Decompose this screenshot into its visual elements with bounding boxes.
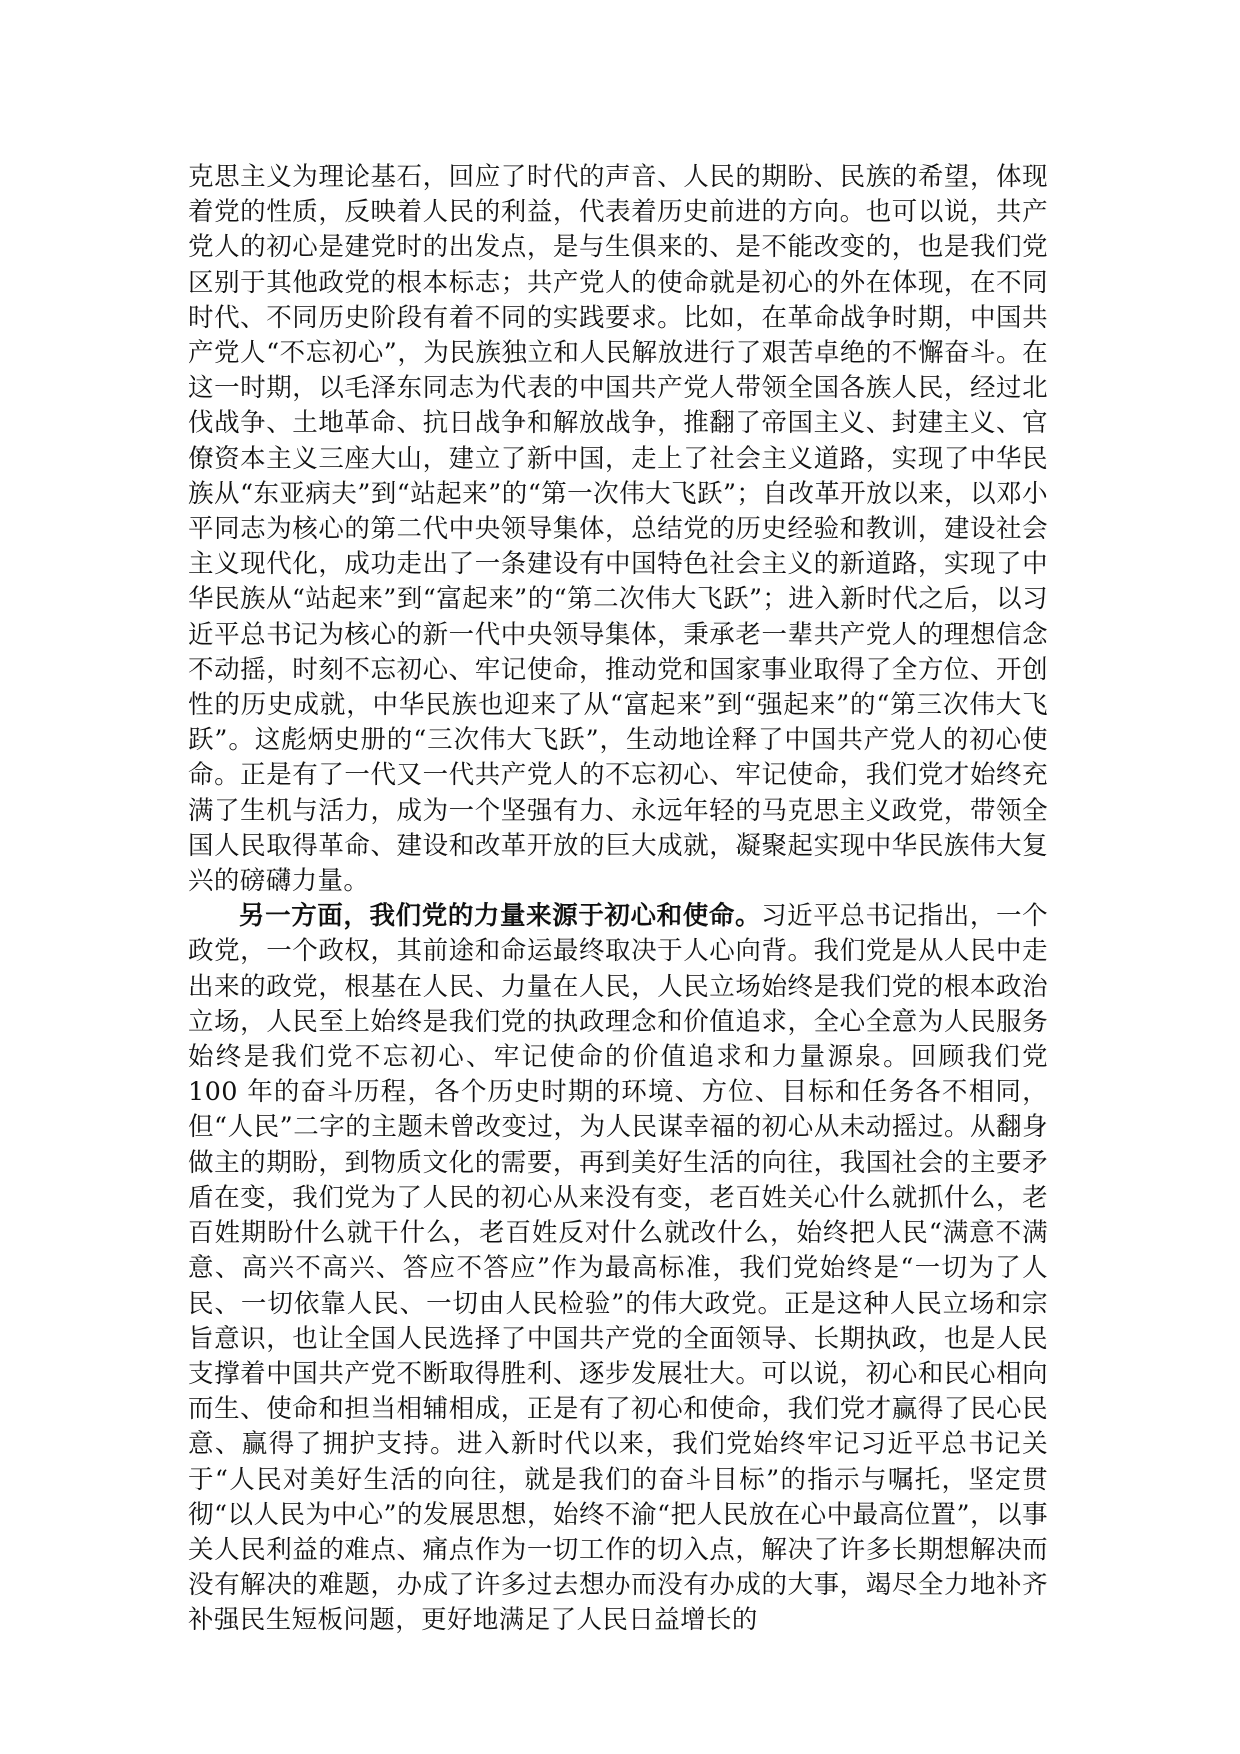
paragraph-lead-bold: 另一方面，我们党的力量来源于初心和使命。 bbox=[239, 901, 762, 932]
document-page bbox=[188, 160, 1048, 1639]
paragraph-second bbox=[188, 899, 1048, 1638]
paragraph-continued bbox=[188, 160, 1048, 899]
paragraph-text: 克思主义为理论基石，回应了时代的声音、人民的期盼、民族的希望，体现着党的性质，反映着人民的利益，代表着历史前进的方向。也可以说，共产党人的初心是建党时的出发点，是与生俱来的、是不能改变的，也是我们党区别于其他政党的根本标志；共产党人的使命就是初心的外在体现，在不同时代、不同历史阶段有着不同的实践要求。比如，在革命战争时期，中国共产党人“不忘初心”，为民族独立和人民解放进行了艰苦卓绝的不懈奋斗。在这一时期，以毛泽东同志为代表的中国共产党人带领全国各族人民，经过北伐战争、土地革命、抗日战争和解放战争，推翻了帝国主义、封建主义、官僚资本主义三座大山，建立了新中国，走上了社会主义道路，实现了中华民族从“东亚病夫”到“站起来”的“第一次伟大飞跃”；自改革开放以来，以邓小平同志为核心的第二代中央领导集体，总结党的历史经验和教训，建设社会主义现代化，成功走出了一条建设有中国特色社会主义的新道路，实现了中华民族从“站起来”到“富起来”的“第二次伟大飞跃”；进入新时代之后，以习近平总书记为核心的新一代中央领导集体，秉承老一辈共产党人的理想信念不动摇，时刻不忘初心、牢记使命，推动党和国家事业取得了全方位、开创性的历史成就，中华民族也迎来了从“富起来”到“强起来”的“第三次伟大飞跃”。这彪炳史册的“三次伟大飞跃”，生动地诠释了中国共产党人的初心使命。正是有了一代又一代共产党人的不忘初心、牢记使命，我们党才始终充满了生机与活力，成为一个坚强有力、永远年轻的马克思主义政党，带领全国人民取得革命、建设和改革开放的巨大成就，凝聚起实现中华民族伟大复兴的磅礴力量。 bbox=[188, 162, 1048, 897]
paragraph-text: 习近平总书记指出，一个政党，一个政权，其前途和命运最终取决于人心向背。我们党是从人民中走出来的政党，根基在人民、力量在人民，人民立场始终是我们党的根本政治立场，人民至上始终是我们党的执政理念和价值追求，全心全意为人民服务始终是我们党不忘初心、牢记使命的价值追求和力量源泉。回顾我们党 100 年的奋斗历程，各个历史时期的环境、方位、目标和任务各不相同，但“人民”二字的主题未曾改变过，为人民谋幸福的初心从未动摇过。从翻身做主的期盼，到物质文化的需要，再到美好生活的向往，我国社会的主要矛盾在变，我们党为了人民的初心从来没有变，老百姓关心什么就抓什么，老百姓期盼什么就干什么，老百姓反对什么就改什么，始终把人民“满意不满意、高兴不高兴、答应不答应”作为最高标准，我们党始终是“一切为了人民、一切依靠人民、一切由人民检验”的伟大政党。正是这种人民立场和宗旨意识，也让全国人民选择了中国共产党的全面领导、长期执政，也是人民支撑着中国共产党不断取得胜利、逐步发展壮大。可以说，初心和民心相向而生、使命和担当相辅相成，正是有了初心和使命，我们党才赢得了民心民意、赢得了拥护支持。进入新时代以来，我们党始终牢记习近平总书记关于“人民对美好生活的向往，就是我们的奋斗目标”的指示与嘱托，坚定贯彻“以人民为中心”的发展思想，始终不渝“把人民放在心中最高位置”，以事关人民利益的难点、痛点作为一切工作的切入点，解决了许多长期想解决而没有解决的难题，办成了许多过去想办而没有办成的大事，竭尽全力地补齐补强民生短板问题，更好地满足了人民日益增长的 bbox=[188, 901, 1048, 1636]
